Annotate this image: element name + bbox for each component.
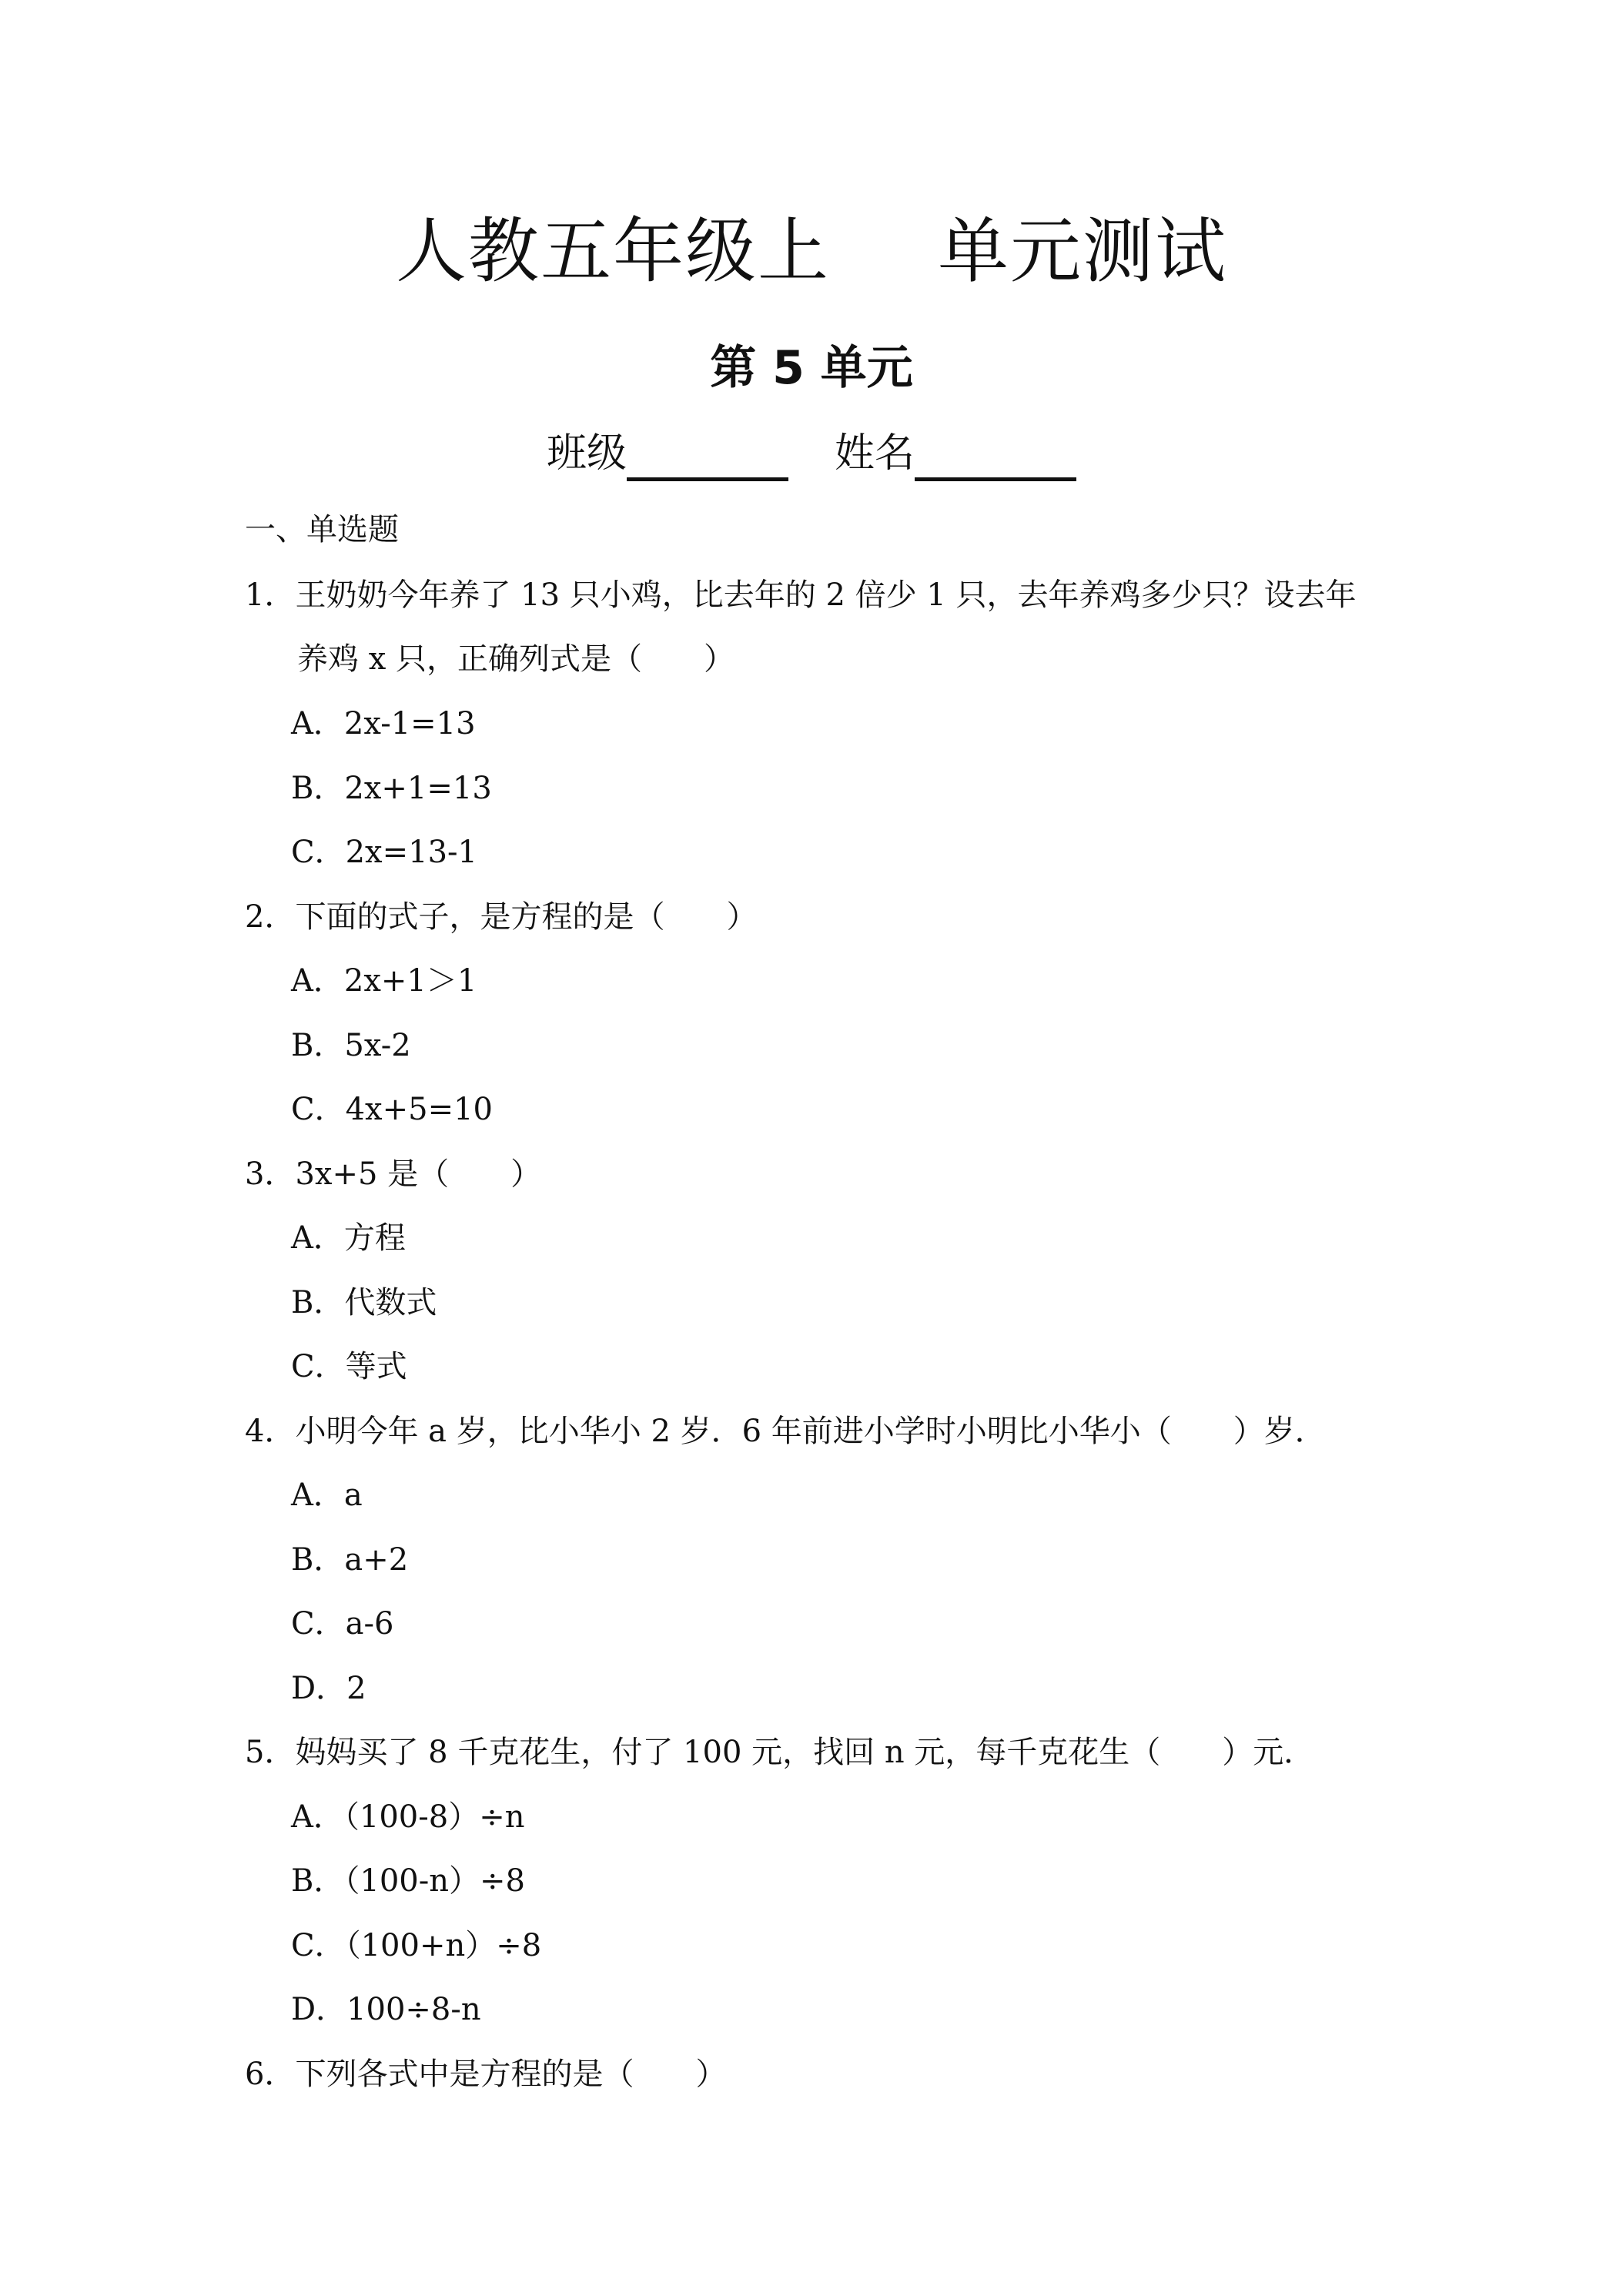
question-4-option-c: C．a-6	[291, 1606, 394, 1642]
page-title	[0, 209, 1623, 294]
question-5-option-a: A．（100-8）÷n	[291, 1799, 525, 1835]
question-3-option-a: A．方程	[291, 1220, 406, 1256]
question-5-option-d: D．100÷8-n	[291, 1992, 481, 2027]
question-4-option-d: D．2	[291, 1671, 366, 1706]
question-1-line-1: 1．王奶奶今年养了 13 只小鸡，比去年的 2 倍少 1 只，去年养鸡多少只？设去年	[245, 577, 1357, 613]
question-1-line-2: 养鸡 x 只，正确列式是（ ）	[297, 641, 735, 677]
unit-subtitle: 第 5 单元	[710, 341, 913, 395]
question-2-line-1: 2．下面的式子，是方程的是（ ）	[245, 899, 758, 935]
class-blank[interactable]	[627, 434, 788, 481]
name-label: 姓名	[835, 430, 915, 477]
question-4-option-b: B．a+2	[291, 1542, 409, 1578]
question-1-option-b: B．2x+1=13	[291, 771, 492, 806]
title-right: 单元测试	[938, 210, 1228, 293]
section-title: 一、单选题	[245, 512, 399, 547]
question-5-option-b: B．（100-n）÷8	[291, 1863, 525, 1899]
question-2-option-c: C．4x+5=10	[291, 1092, 493, 1127]
question-1-option-a: A．2x-1=13	[291, 706, 476, 741]
question-1-option-c: C．2x=13-1	[291, 835, 477, 870]
question-5-line-1: 5．妈妈买了 8 千克花生，付了 100 元，找回 n 元，每千克花生（ ）元．	[245, 1735, 1315, 1770]
question-2-option-b: B．5x-2	[291, 1028, 411, 1063]
question-5-option-c: C．（100+n）÷8	[291, 1928, 542, 1963]
question-2-option-a: A．2x+1＞1	[291, 963, 477, 999]
question-3-option-b: B．代数式	[291, 1285, 437, 1320]
name-blank[interactable]	[915, 434, 1076, 481]
title-left: 人教五年级上	[395, 210, 830, 293]
question-4-line-1: 4．小明今年 a 岁，比小华小 2 岁．6 年前进小学时小明比小华小（ ）岁．	[245, 1414, 1326, 1449]
question-3-line-1: 3．3x+5 是（ ）	[245, 1156, 542, 1192]
question-6-line-1: 6．下列各式中是方程的是（ ）	[245, 2057, 727, 2092]
question-4-option-a: A．a	[291, 1478, 363, 1513]
class-label: 班级	[546, 430, 627, 477]
question-3-option-c: C．等式	[291, 1349, 407, 1384]
student-info-line	[0, 426, 1623, 481]
